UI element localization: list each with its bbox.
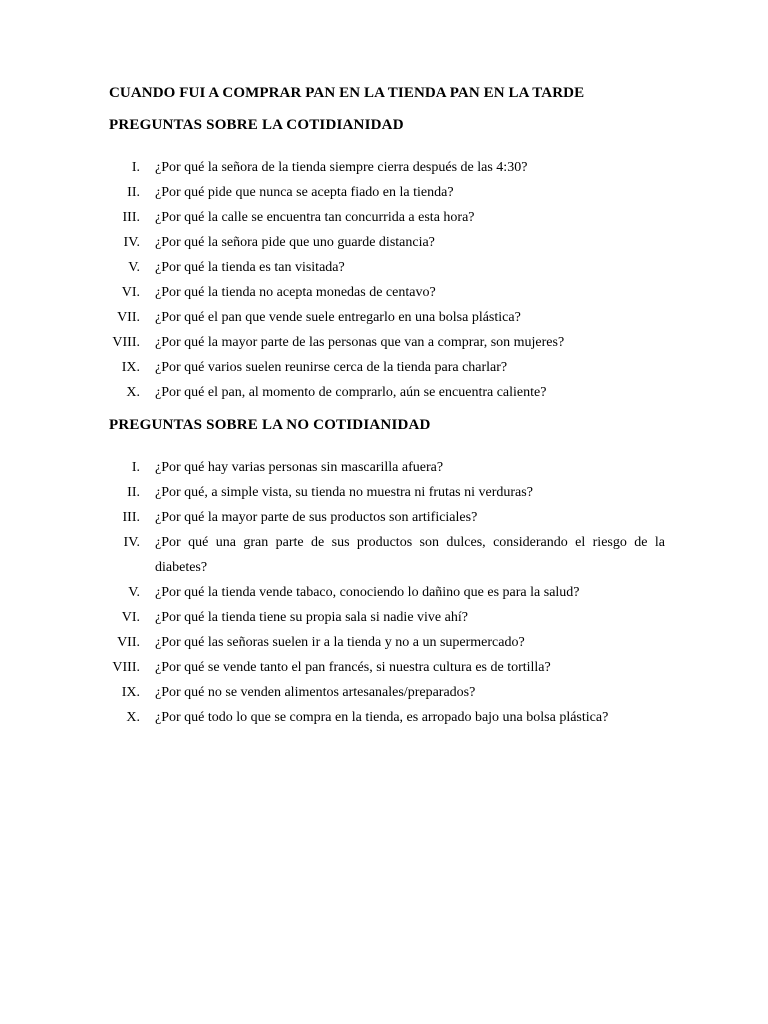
question-text: ¿Por qué hay varias personas sin mascarilla afuera? [155, 460, 444, 475]
question-text: ¿Por qué las señoras suelen ir a la tienda y no a un supermercado? [155, 635, 525, 650]
question-text: ¿Por qué la señora pide que uno guarde distancia? [155, 235, 435, 250]
question-number: IV. [123, 235, 140, 250]
question-number: VII. [117, 635, 140, 650]
section-heading-no-cotidianidad: PREGUNTAS SOBRE LA NO COTIDIANIDAD [109, 417, 431, 433]
question-item [100, 630, 700, 655]
question-item [100, 380, 700, 405]
question-text: ¿Por qué la calle se encuentra tan concurrida a esta hora? [155, 210, 475, 225]
question-text: ¿Por qué la mayor parte de las personas que van a comprar, son mujeres? [155, 335, 565, 350]
question-text: ¿Por qué todo lo que se compra en la tienda, es arropado bajo una bolsa plástica? [155, 710, 609, 725]
question-number: VIII. [112, 660, 140, 675]
question-item [100, 255, 700, 280]
question-text: ¿Por qué el pan que vende suele entregarlo en una bolsa plástica? [155, 310, 521, 325]
question-text: ¿Por qué varios suelen reunirse cerca de la tienda para charlar? [155, 360, 508, 375]
question-number: VI. [121, 610, 140, 625]
question-number: II. [127, 185, 140, 200]
question-item [100, 605, 700, 630]
question-number: V. [128, 585, 140, 600]
question-text: ¿Por qué la tienda vende tabaco, conociendo lo dañino que es para la salud? [155, 585, 580, 600]
question-item [100, 155, 700, 180]
question-item [100, 455, 700, 480]
question-item [100, 480, 700, 505]
question-list-no-cotidianidad [100, 455, 700, 730]
question-text: ¿Por qué la mayor parte de sus productos son artificiales? [155, 510, 478, 525]
question-item [100, 355, 700, 380]
question-item [100, 580, 700, 605]
question-text: ¿Por qué la tienda es tan visitada? [155, 260, 345, 275]
question-text: ¿Por qué la tienda tiene su propia sala si nadie vive ahí? [155, 610, 468, 625]
question-number: III. [122, 510, 140, 525]
question-text: ¿Por qué se vende tanto el pan francés, si nuestra cultura es de tortilla? [155, 660, 551, 675]
question-number: VI. [121, 285, 140, 300]
question-item [100, 230, 700, 255]
question-number: IX. [121, 685, 140, 700]
question-text: ¿Por qué la tienda no acepta monedas de centavo? [155, 285, 436, 300]
question-text: ¿Por qué no se venden alimentos artesanales/preparados? [155, 685, 476, 700]
question-number: I. [131, 460, 140, 475]
question-item [100, 330, 700, 355]
question-number: IX. [121, 360, 140, 375]
question-text: ¿Por qué una gran parte de sus productos son dulces, considerando el riesgo de la diabetes? [155, 535, 665, 575]
section-heading-cotidianidad: PREGUNTAS SOBRE LA COTIDIANIDAD [109, 117, 404, 133]
question-text: ¿Por qué, a simple vista, su tienda no muestra ni frutas ni verduras? [155, 485, 533, 500]
question-item [100, 655, 700, 680]
question-number: VIII. [112, 335, 140, 350]
question-number: III. [122, 210, 140, 225]
question-text: ¿Por qué la señora de la tienda siempre cierra después de las 4:30? [155, 160, 528, 175]
question-text: ¿Por qué pide que nunca se acepta fiado en la tienda? [155, 185, 454, 200]
question-item [100, 530, 700, 580]
question-item [100, 505, 700, 530]
question-item [100, 180, 700, 205]
question-item [100, 305, 700, 330]
question-number: IV. [123, 535, 140, 550]
question-number: II. [127, 485, 140, 500]
question-item [100, 705, 700, 730]
question-item [100, 680, 700, 705]
question-number: VII. [117, 310, 140, 325]
question-list-cotidianidad [100, 155, 700, 405]
question-text: ¿Por qué el pan, al momento de comprarlo, aún se encuentra caliente? [155, 385, 547, 400]
question-number: X. [126, 385, 140, 400]
question-number: X. [126, 710, 140, 725]
question-number: I. [131, 160, 140, 175]
question-item [100, 205, 700, 230]
document-title: CUANDO FUI A COMPRAR PAN EN LA TIENDA PAN EN LA TARDE [109, 85, 585, 101]
question-item [100, 280, 700, 305]
question-number: V. [128, 260, 140, 275]
